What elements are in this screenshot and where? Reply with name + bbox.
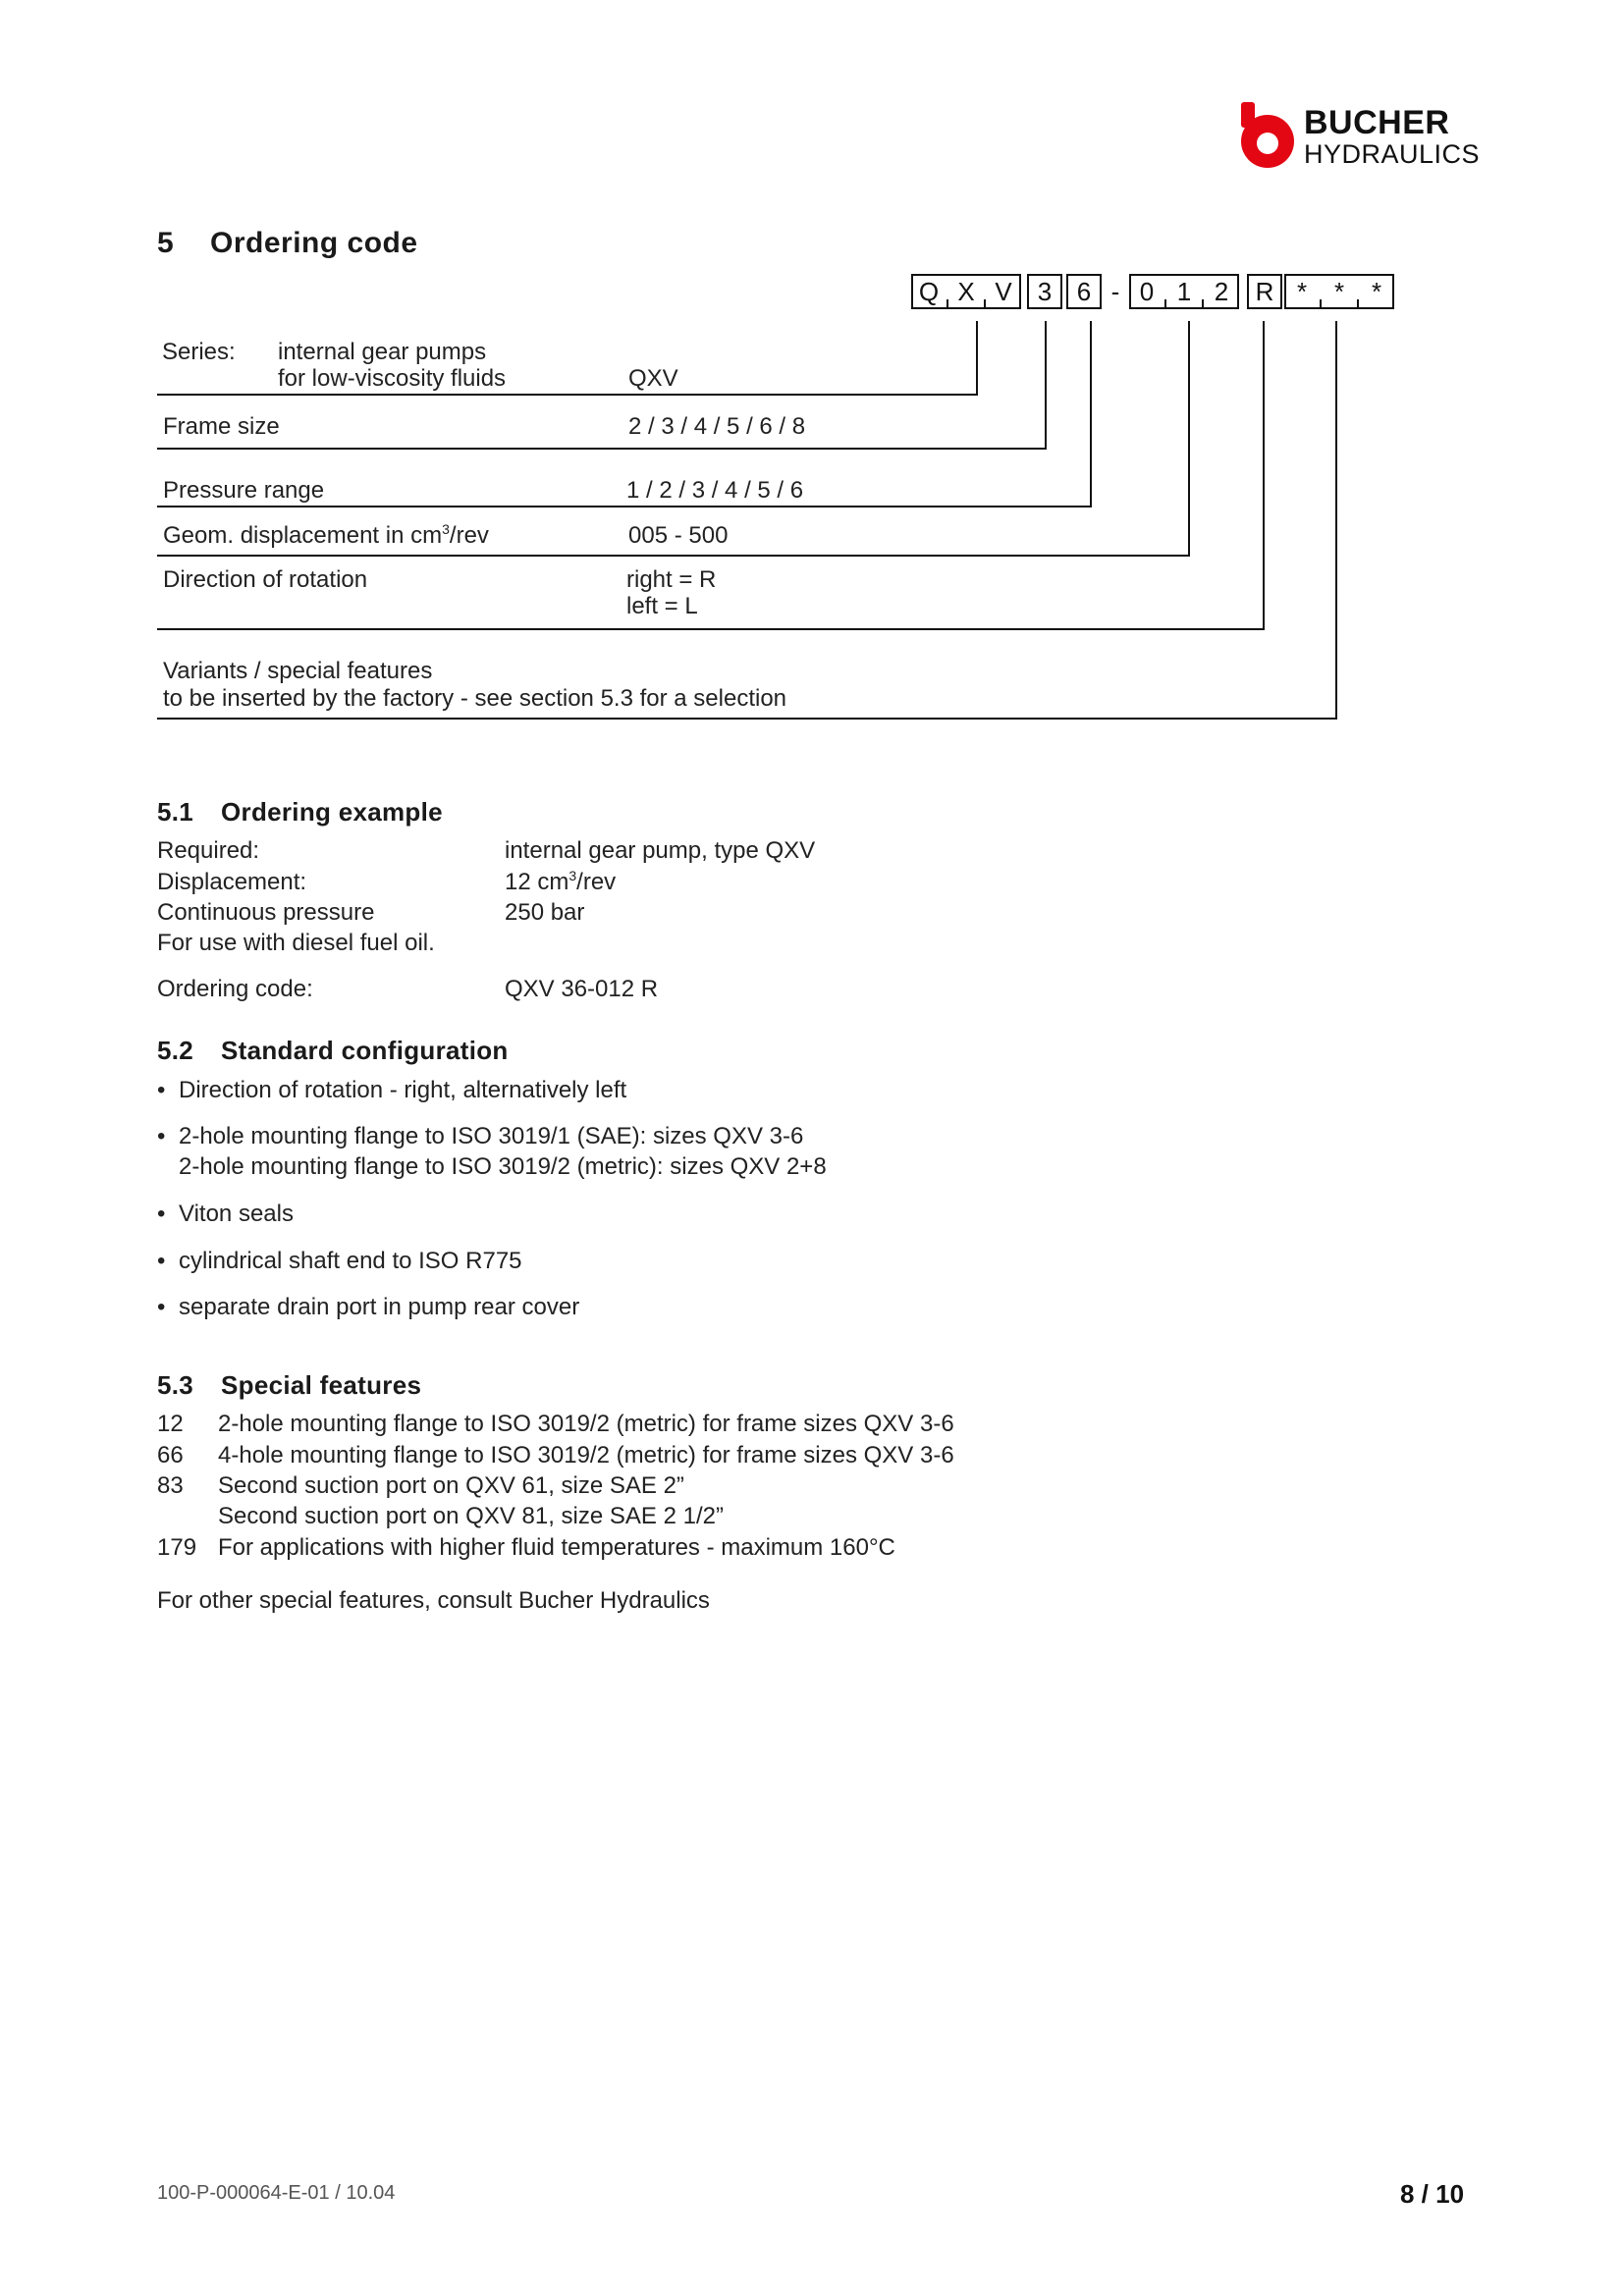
config-bullet-drain: separate drain port in pump rear cover (179, 1294, 580, 1320)
rule-variants (157, 718, 1337, 720)
connector-frame (1045, 321, 1047, 450)
feature-text: 2-hole mounting flange to ISO 3019/2 (metric) for frame sizes QXV 3-6 (218, 1411, 954, 1437)
feature-text: Second suction port on QXV 61, size SAE 2” (218, 1472, 684, 1499)
series-value: QXV (628, 365, 678, 392)
pressure-range-value: 1 / 2 / 3 / 4 / 5 / 6 (626, 477, 804, 504)
code-char: V (995, 277, 1012, 306)
rotation-value-right: right = R (626, 566, 717, 593)
connector-variants (1335, 321, 1337, 720)
displacement-label-text: Geom. displacement in cm (163, 522, 443, 549)
rule-series (157, 394, 978, 396)
bullet-dot: • (157, 1123, 166, 1149)
bullet-dot: • (157, 1077, 166, 1103)
connector-displacement (1188, 321, 1190, 557)
code-char: * (1296, 277, 1308, 306)
example-displacement-value (505, 868, 616, 897)
code-char: 3 (1037, 277, 1053, 306)
example-pressure-value: 250 bar (505, 899, 585, 926)
rule-rotation (157, 628, 1265, 630)
example-displacement-unit: /rev (576, 869, 617, 895)
bullet-dot: • (157, 1294, 166, 1320)
displacement-value: 005 - 500 (628, 522, 729, 549)
code-char: Q (918, 277, 940, 306)
config-bullet-rotation: Direction of rotation - right, alternatively left (179, 1077, 627, 1103)
code-dash: - (1110, 277, 1120, 306)
feature-code: 66 (157, 1442, 184, 1468)
example-required-label: Required: (157, 837, 260, 864)
rotation-label: Direction of rotation (163, 566, 368, 593)
connector-rotation (1263, 321, 1265, 630)
rule-frame (157, 448, 1047, 450)
example-fuel-note: For use with diesel fuel oil. (157, 930, 435, 956)
variants-line2: to be inserted by the factory - see section 5.3 for a selection (163, 685, 787, 712)
rule-displacement (157, 555, 1190, 557)
code-char: * (1371, 277, 1382, 306)
section-5-3-number: 5.3 (157, 1370, 194, 1400)
logo-line1: BUCHER (1304, 104, 1450, 141)
variants-line1: Variants / special features (163, 658, 433, 684)
section-title: Ordering code (210, 227, 418, 259)
code-char: R (1255, 277, 1274, 306)
code-char: * (1333, 277, 1345, 306)
code-char: 6 (1076, 277, 1092, 306)
frame-size-value: 2 / 3 / 4 / 5 / 6 / 8 (628, 413, 806, 440)
config-bullet-flange-sae: 2-hole mounting flange to ISO 3019/1 (SAE): sizes QXV 3-6 (179, 1123, 804, 1149)
code-char: X (957, 277, 975, 306)
connector-pressure (1090, 321, 1092, 507)
series-desc-line1: internal gear pumps (278, 339, 487, 365)
displacement-label-unit: /rev (449, 522, 489, 549)
connector-series (976, 321, 978, 396)
section-5-2-number: 5.2 (157, 1036, 194, 1065)
bullet-dot: • (157, 1248, 166, 1274)
feature-text: Second suction port on QXV 81, size SAE 2 1/2” (218, 1503, 724, 1529)
example-displacement-label: Displacement: (157, 869, 307, 895)
config-bullet-shaft: cylindrical shaft end to ISO R775 (179, 1248, 522, 1274)
series-label: Series: (162, 339, 236, 365)
document-number: 100-P-000064-E-01 / 10.04 (157, 2182, 396, 2204)
company-logo (1239, 100, 1485, 171)
feature-text: 4-hole mounting flange to ISO 3019/2 (metric) for frame sizes QXV 3-6 (218, 1442, 954, 1468)
frame-size-label: Frame size (163, 413, 280, 440)
bucher-logo-icon (1239, 100, 1296, 171)
pressure-range-label: Pressure range (163, 477, 325, 504)
rotation-value-left: left = L (626, 593, 698, 619)
page-number: 8 / 10 (1400, 2179, 1465, 2209)
example-required-value: internal gear pump, type QXV (505, 837, 816, 864)
ordering-code-value: QXV 36-012 R (505, 976, 659, 1002)
code-char: 2 (1214, 277, 1229, 306)
code-char: 0 (1139, 277, 1155, 306)
code-char: 1 (1176, 277, 1192, 306)
rule-pressure (157, 506, 1092, 507)
feature-code: 12 (157, 1411, 184, 1437)
feature-code: 83 (157, 1472, 184, 1499)
special-features-note: For other special features, consult Bucher Hydraulics (157, 1587, 710, 1614)
config-bullet-flange-metric: 2-hole mounting flange to ISO 3019/2 (metric): sizes QXV 2+8 (179, 1153, 827, 1180)
config-bullet-seals: Viton seals (179, 1201, 294, 1227)
example-displacement-sup: 3 (568, 868, 577, 883)
section-5-3-title: Special features (221, 1370, 422, 1400)
section-5-1-number: 5.1 (157, 797, 194, 827)
example-displacement-number: 12 cm (505, 869, 569, 895)
section-number: 5 (157, 227, 175, 259)
feature-code: 179 (157, 1534, 197, 1561)
series-desc-line2: for low-viscosity fluids (278, 365, 507, 392)
displacement-label (163, 521, 489, 551)
logo-line2: HYDRAULICS (1304, 139, 1481, 169)
section-5-1-title: Ordering example (221, 797, 443, 827)
example-pressure-label: Continuous pressure (157, 899, 375, 926)
feature-text: For applications with higher fluid temperatures - maximum 160°C (218, 1534, 895, 1561)
section-5-2-title: Standard configuration (221, 1036, 509, 1065)
ordering-code-label: Ordering code: (157, 976, 313, 1002)
bullet-dot: • (157, 1201, 166, 1227)
displacement-label-sup: 3 (442, 521, 450, 537)
